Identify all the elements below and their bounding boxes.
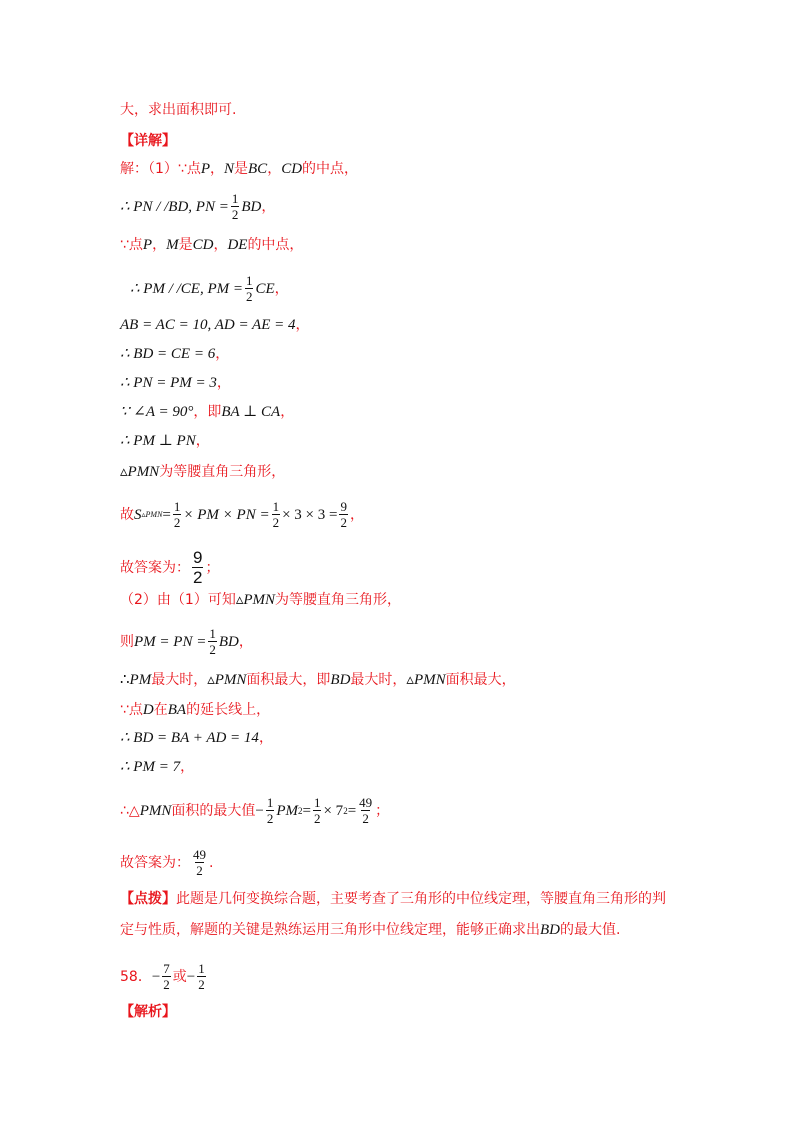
formula-line <box>120 758 740 776</box>
formula: × 3 × 3 = <box>282 506 338 523</box>
text: 面积最大，即 <box>246 672 331 688</box>
formula-line <box>120 374 740 392</box>
numerator: 49 <box>359 795 373 810</box>
formula: ∴ PM ⊥ PN <box>120 433 196 449</box>
fraction <box>231 192 240 221</box>
subscript: ▵PMN <box>141 509 163 519</box>
fraction <box>272 500 281 529</box>
denominator: 2 <box>231 207 239 222</box>
text-line <box>120 701 740 719</box>
heading: 【点拨】 <box>120 891 176 907</box>
text: 的中点， <box>247 237 304 253</box>
formula: ▵PMN <box>120 464 160 480</box>
denominator: 2 <box>163 977 170 992</box>
numerator: 9 <box>193 548 203 567</box>
text-line <box>120 921 740 939</box>
text: 在 <box>153 702 168 718</box>
text: ， <box>180 759 195 775</box>
formula: PM <box>276 802 298 819</box>
text: 此题是几何变换综合题，主要考查了三角形的中位线定理，等腰直角三角形的判 <box>176 891 666 907</box>
numerator: 7 <box>163 961 170 976</box>
fraction <box>266 796 275 825</box>
section-heading-detail <box>120 132 740 150</box>
section-heading-analysis <box>120 1003 740 1021</box>
formula: AB = AC = 10, AD = AE = 4 <box>120 317 296 333</box>
denominator: 2 <box>193 568 203 587</box>
numerator: 1 <box>245 273 253 288</box>
heading: 【详解】 <box>120 133 176 149</box>
text: 的延长线上， <box>186 702 271 718</box>
var: CD <box>281 161 303 177</box>
question-number: 58． <box>120 968 152 985</box>
formula: BD <box>540 922 560 938</box>
text: ， <box>280 404 295 420</box>
denominator: 2 <box>245 289 253 304</box>
denominator: 2 <box>362 811 369 826</box>
text: ∵点 <box>120 702 143 718</box>
fraction <box>313 796 322 825</box>
formula: ▵PMN <box>207 672 247 688</box>
text: 则 <box>120 633 134 650</box>
var: P <box>142 237 153 253</box>
formula: BA ⊥ CA <box>221 404 281 420</box>
var: N <box>224 161 235 177</box>
numerator: 1 <box>173 499 181 514</box>
formula-line <box>120 729 740 747</box>
text: ， <box>295 317 310 333</box>
fraction <box>339 500 348 529</box>
formula: ▵PMN <box>235 592 276 608</box>
fraction <box>173 500 182 529</box>
denominator: 2 <box>272 515 280 530</box>
formula: × 7 <box>323 802 344 819</box>
formula: − <box>255 802 264 819</box>
text: 大，求出面积即可. <box>120 102 237 118</box>
formula: BD <box>241 198 262 215</box>
formula-line <box>120 345 740 363</box>
text: ，即 <box>193 404 222 420</box>
text: 最大时， <box>350 672 407 688</box>
text-line <box>120 890 740 908</box>
formula: = <box>162 506 171 523</box>
text-line <box>120 236 740 254</box>
var: CD <box>192 237 214 253</box>
fraction <box>162 962 171 991</box>
formula-line <box>120 432 740 450</box>
text: . <box>209 854 214 871</box>
superscript: 2 <box>343 805 348 816</box>
text: 是 <box>234 161 249 177</box>
formula: PM <box>129 672 152 688</box>
var: DE <box>227 237 248 253</box>
text: ∴△ <box>120 802 140 819</box>
text: 故 <box>120 506 134 523</box>
text: ； <box>205 559 220 576</box>
var: BA <box>167 702 187 718</box>
numerator: 1 <box>209 626 216 641</box>
answer-line <box>120 549 740 586</box>
formula: ∴ PN / /BD, PN = <box>120 198 229 215</box>
formula: S <box>134 506 142 523</box>
denominator: 2 <box>313 811 321 826</box>
denominator: 2 <box>340 515 347 530</box>
formula: CE <box>255 280 275 297</box>
formula: ∴ PM / /CE, PM = <box>130 280 243 297</box>
formula: = <box>347 802 357 819</box>
formula: ▵PMN <box>406 672 446 688</box>
formula: ∵ ∠A = 90° <box>120 404 194 420</box>
denominator: 2 <box>196 863 203 878</box>
text: ， <box>215 346 230 362</box>
text: ， <box>152 237 167 253</box>
numerator: 1 <box>272 499 280 514</box>
text: ， <box>274 280 289 297</box>
fraction <box>208 627 217 656</box>
superscript: 2 <box>298 805 303 816</box>
denominator: 2 <box>209 642 216 657</box>
text: 定与性质，解题的关键是熟练运用三角形中位线定理，能够正确求出 <box>120 922 540 938</box>
numerator: 1 <box>313 795 321 810</box>
fraction <box>192 848 207 877</box>
text: 或 <box>172 968 187 985</box>
text: 面积最大， <box>445 672 516 688</box>
question-answer-line <box>120 962 740 991</box>
text: ， <box>216 375 231 391</box>
formula-line <box>120 796 740 825</box>
formula-line <box>120 463 740 481</box>
text: ∵点 <box>120 237 143 253</box>
text: ， <box>267 161 282 177</box>
numerator: 1 <box>198 961 205 976</box>
numerator: 1 <box>266 795 274 810</box>
text-line <box>120 101 740 119</box>
formula: ∴ BD = BA + AD = 14 <box>120 730 259 746</box>
var: M <box>166 237 179 253</box>
formula: PM = PN = <box>134 633 207 650</box>
text: （2）由（1）可知 <box>120 592 236 608</box>
text: 故答案为： <box>120 854 190 871</box>
formula: − <box>151 968 161 985</box>
formula-line <box>120 627 740 656</box>
fraction <box>197 962 206 991</box>
formula-line <box>120 192 740 221</box>
text: ， <box>195 433 210 449</box>
formula: BD <box>218 633 239 650</box>
denominator: 2 <box>198 977 205 992</box>
denominator: 2 <box>266 811 274 826</box>
text: 解：（1）∵点 <box>120 161 201 177</box>
formula-line <box>120 500 740 529</box>
formula: × PM × PN = <box>183 506 270 523</box>
formula-line <box>120 403 740 421</box>
text-line <box>120 160 740 178</box>
text: 面积的最大值 <box>171 802 256 819</box>
formula: BD <box>330 672 351 688</box>
text: ， <box>258 730 273 746</box>
formula: = <box>302 802 311 819</box>
text: 最大时， <box>151 672 208 688</box>
formula-line <box>130 274 740 303</box>
numerator: 9 <box>340 499 347 514</box>
formula: ∴ <box>120 672 130 688</box>
formula: ∴ PN = PM = 3 <box>120 375 217 391</box>
var: BC <box>248 161 268 177</box>
text: ， <box>213 237 228 253</box>
heading: 【解析】 <box>120 1004 176 1020</box>
text: 故答案为： <box>120 559 190 576</box>
text-line <box>120 671 740 689</box>
text: ， <box>261 198 276 215</box>
fraction <box>358 796 373 825</box>
formula: ∴ PM = 7 <box>120 759 181 775</box>
fraction <box>192 549 203 586</box>
text: 的最大值. <box>560 922 621 938</box>
var: D <box>142 702 154 718</box>
formula: ∴ BD = CE = 6 <box>120 346 216 362</box>
text: 是 <box>178 237 193 253</box>
formula: − <box>186 968 196 985</box>
fraction <box>245 274 254 303</box>
numerator: 1 <box>231 191 239 206</box>
var: P <box>200 161 210 177</box>
var: PMN <box>139 802 172 819</box>
text: ； <box>375 802 390 819</box>
text-line <box>120 591 740 609</box>
text: 为等腰直角三角形， <box>275 592 402 608</box>
text: 为等腰直角三角形， <box>159 464 286 480</box>
numerator: 49 <box>193 847 206 862</box>
formula-line <box>120 316 740 334</box>
text: ， <box>210 161 224 177</box>
text: ， <box>349 506 364 523</box>
answer-line <box>120 848 740 877</box>
text: ， <box>238 633 253 650</box>
denominator: 2 <box>173 515 181 530</box>
text: 的中点， <box>302 161 359 177</box>
